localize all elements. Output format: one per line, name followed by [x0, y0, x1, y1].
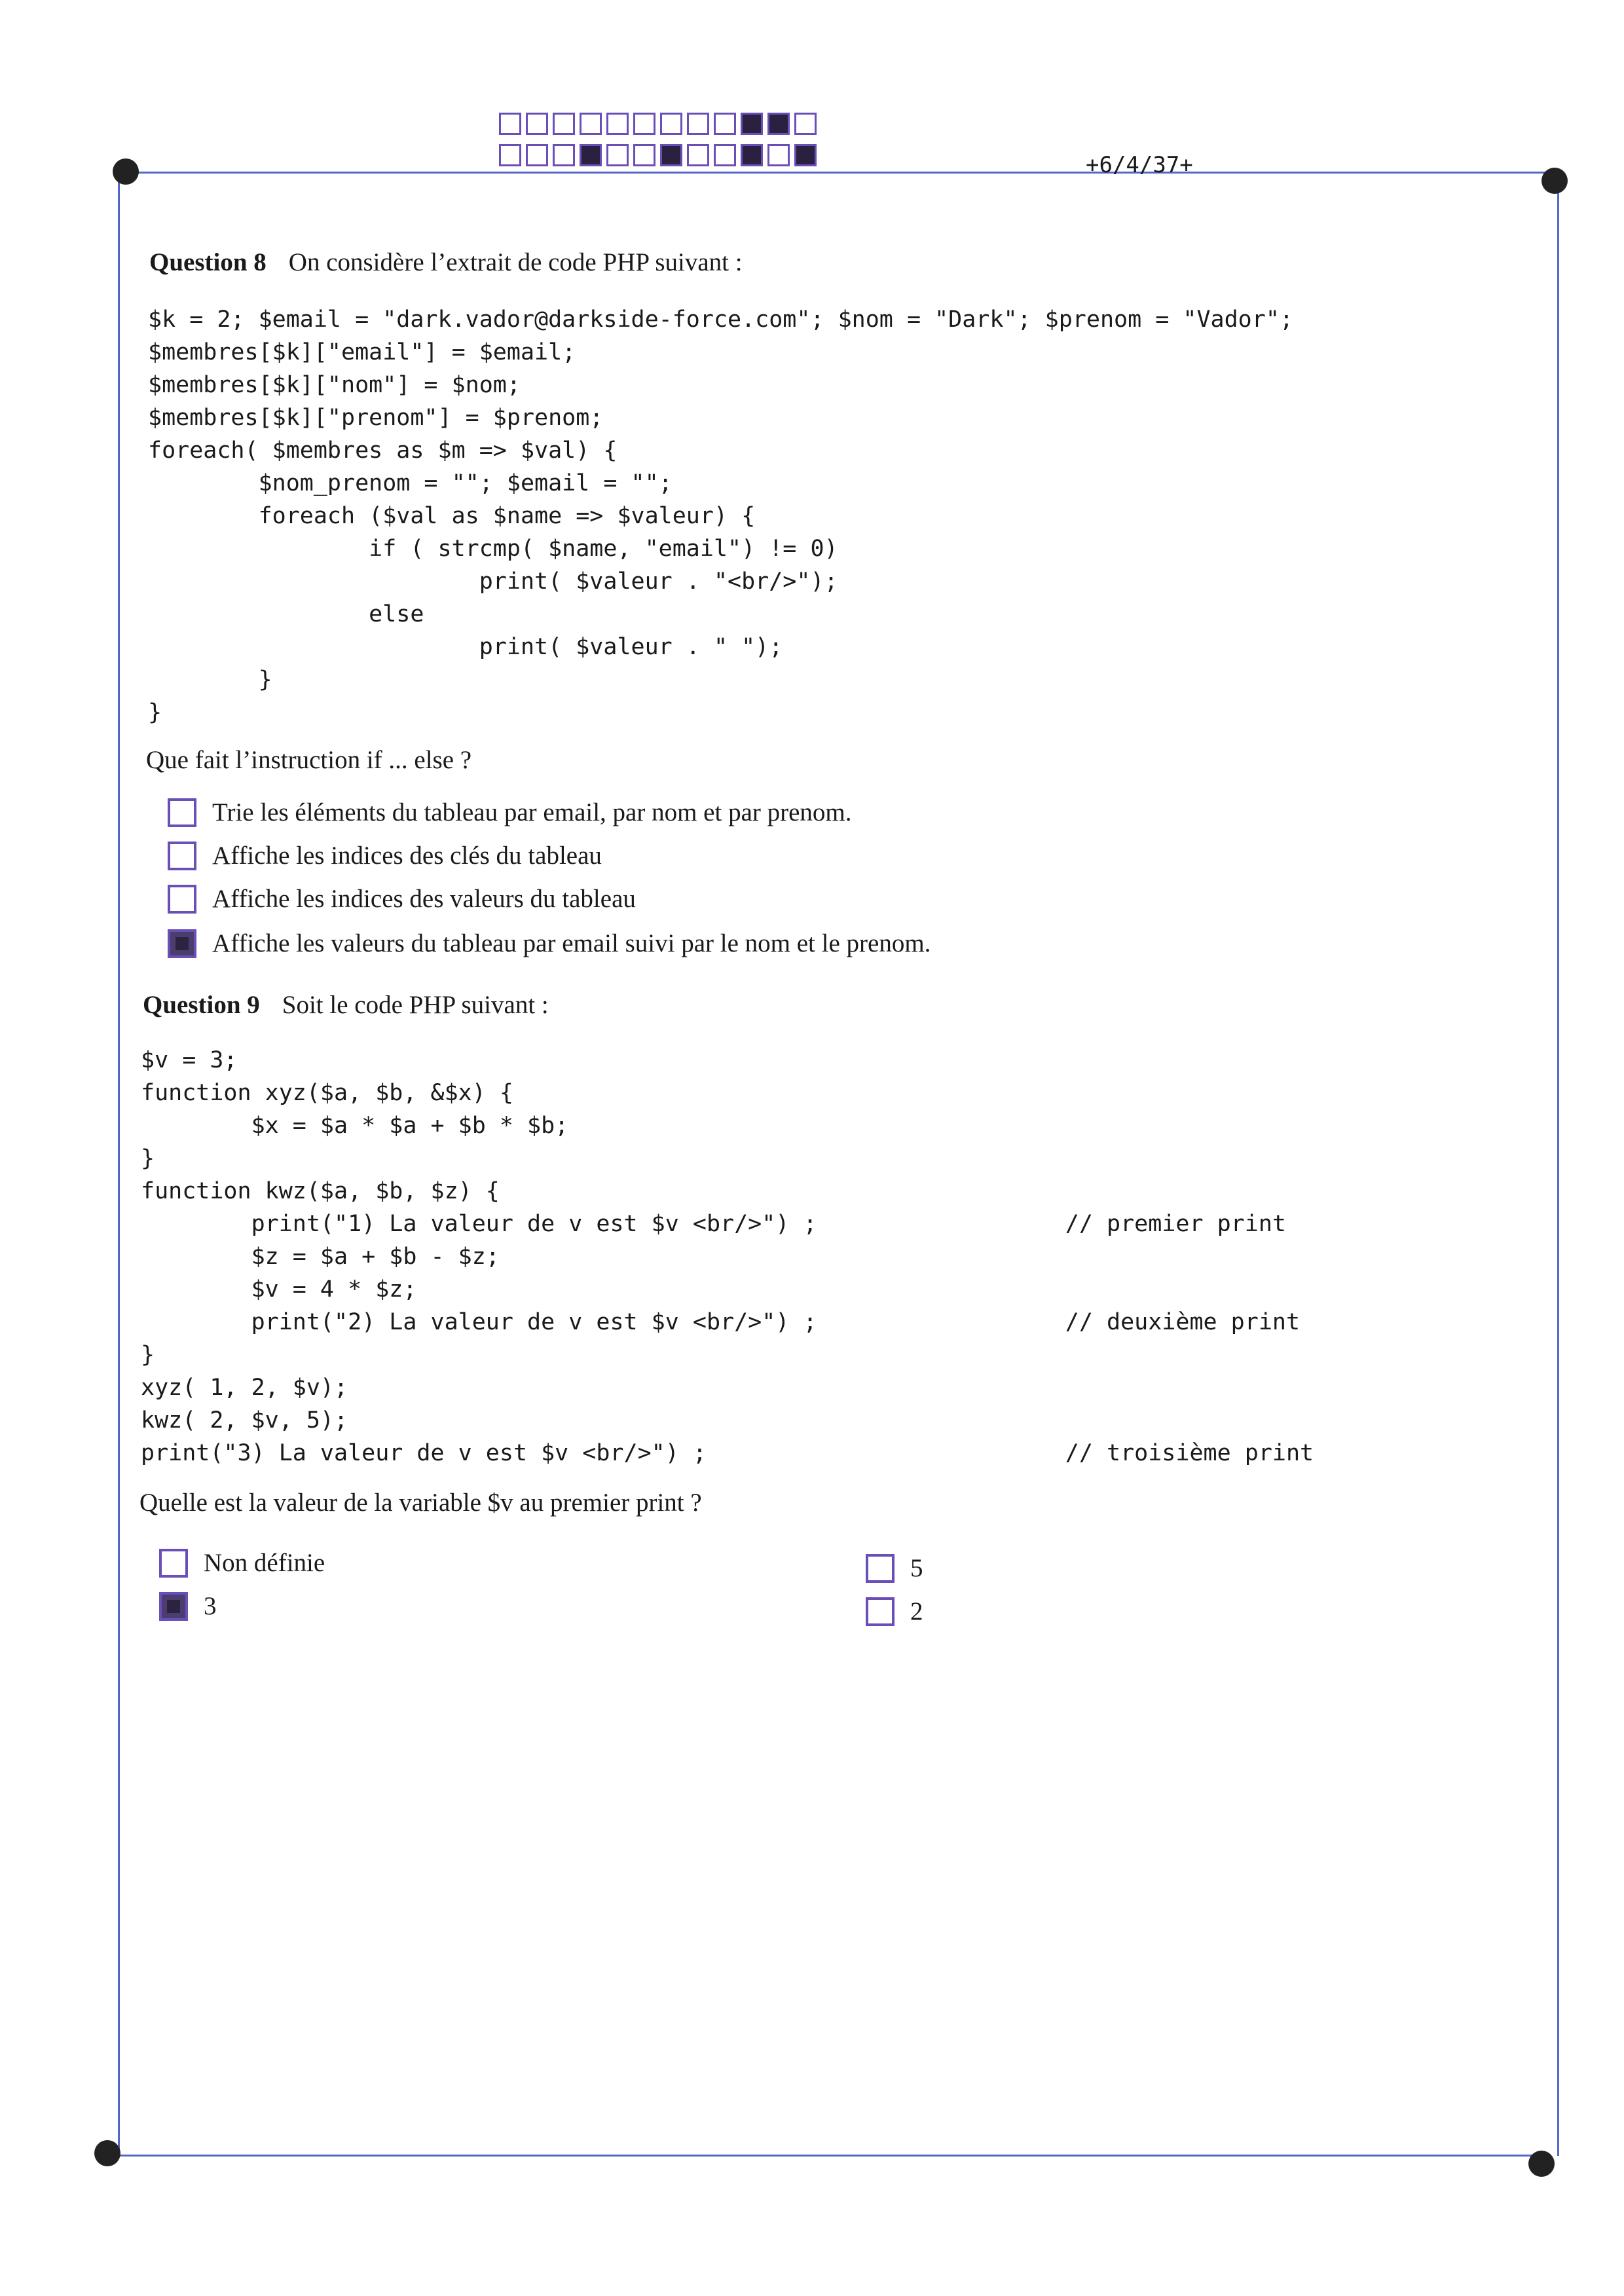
id-cell — [741, 144, 763, 166]
id-cell — [526, 113, 548, 135]
q9-choice-1[interactable] — [159, 1548, 325, 1578]
id-cell — [553, 113, 575, 135]
choice-label: 5 — [910, 1554, 923, 1582]
checkbox[interactable] — [168, 842, 196, 870]
checkbox[interactable] — [866, 1597, 895, 1626]
choice-label: Affiche les indices des valeurs du tableau — [212, 885, 636, 913]
frame-left — [118, 172, 120, 2156]
page-id: +6/4/37+ — [1086, 152, 1193, 178]
question-8-intro: On considère l’extrait de code PHP suivant : — [288, 248, 743, 276]
id-cell — [660, 144, 682, 166]
question-9-label: Question 9 — [143, 991, 260, 1019]
id-cell — [499, 144, 521, 166]
id-cell — [714, 144, 736, 166]
q9-choice-2[interactable] — [159, 1591, 217, 1621]
question-8-title — [149, 248, 743, 277]
id-cell — [767, 113, 790, 135]
q8-choice-4[interactable] — [168, 929, 931, 958]
corner-dot-top-left — [113, 158, 139, 185]
question-8-prompt: Que fait l’instruction if ... else ? — [146, 746, 472, 774]
id-cell — [526, 144, 548, 166]
id-cell — [553, 144, 575, 166]
question-8-label: Question 8 — [149, 248, 267, 276]
corner-dot-bottom-left — [94, 2140, 120, 2166]
choice-label: Non définie — [204, 1549, 325, 1577]
corner-dot-bottom-right — [1528, 2151, 1555, 2177]
corner-dot-top-right — [1541, 168, 1568, 194]
checkbox-checked[interactable] — [168, 929, 196, 958]
question-8-code: $k = 2; $email = "dark.vador@darkside-force.com"; $nom = "Dark"; $prenom = "Vador"; $membres[$k]["email"] = $email; $membres[$k]["nom"] = $nom; $membres[$k]["prenom"] = $prenom; foreach( $membres as $m => $val) { $nom_prenom = ""; $email = ""; foreach ($val as $name => $valeur) { if ( strcmp( $name, "email") != 0) print( $valeur . "<br/>"); else print( $valeur . " "); } } — [148, 306, 1293, 726]
id-cell — [767, 144, 790, 166]
id-cell — [580, 113, 602, 135]
q8-choice-1[interactable] — [168, 798, 852, 827]
id-code-row-2 — [499, 144, 821, 166]
id-cell — [794, 113, 817, 135]
q9-choice-3[interactable] — [866, 1553, 923, 1583]
q9-choice-4[interactable] — [866, 1597, 923, 1626]
checkbox[interactable] — [866, 1554, 895, 1583]
id-cell — [794, 144, 817, 166]
id-cell — [741, 113, 763, 135]
choice-label: Affiche les valeurs du tableau par email suivi par le nom et le prenom. — [212, 929, 931, 957]
choice-label: 3 — [204, 1592, 217, 1620]
id-cell — [660, 113, 682, 135]
id-cell — [633, 113, 655, 135]
frame-top — [128, 172, 1555, 174]
checkbox-checked[interactable] — [159, 1592, 188, 1621]
id-cell — [687, 113, 709, 135]
id-cell — [687, 144, 709, 166]
id-cell — [606, 113, 629, 135]
question-9-title — [143, 990, 549, 1020]
checkbox[interactable] — [168, 885, 196, 914]
frame-bottom — [108, 2155, 1545, 2157]
q8-choice-2[interactable] — [168, 841, 602, 870]
id-code-row-1 — [499, 113, 821, 135]
frame-right — [1557, 172, 1559, 2156]
choice-label: Trie les éléments du tableau par email, par nom et par prenom. — [212, 798, 852, 826]
checkbox[interactable] — [159, 1549, 188, 1578]
q8-choice-3[interactable] — [168, 884, 636, 914]
choice-label: 2 — [910, 1597, 923, 1625]
question-9-prompt: Quelle est la valeur de la variable $v au premier print ? — [139, 1489, 702, 1517]
id-cell — [633, 144, 655, 166]
id-cell — [714, 113, 736, 135]
question-9-intro: Soit le code PHP suivant : — [282, 991, 549, 1019]
choice-label: Affiche les indices des clés du tableau — [212, 842, 602, 870]
id-cell — [499, 113, 521, 135]
checkbox[interactable] — [168, 798, 196, 827]
question-9-code: $v = 3; function xyz($a, $b, &$x) { $x = $a * $a + $b * $b; } function kwz($a, $b, $z) { print("1) La valeur de v est $v <br/>") ; // premier print $z = $a + $b - $z; $v = 4 * $z; print("2) La valeur de v est $v <br/>") ; // deuxième print } xyz( 1, 2, $v); kwz( 2, $v, 5); print("3) La valeur de v est $v <br/>") ; // troisième print — [141, 1047, 1314, 1466]
id-cell — [606, 144, 629, 166]
id-cell — [580, 144, 602, 166]
